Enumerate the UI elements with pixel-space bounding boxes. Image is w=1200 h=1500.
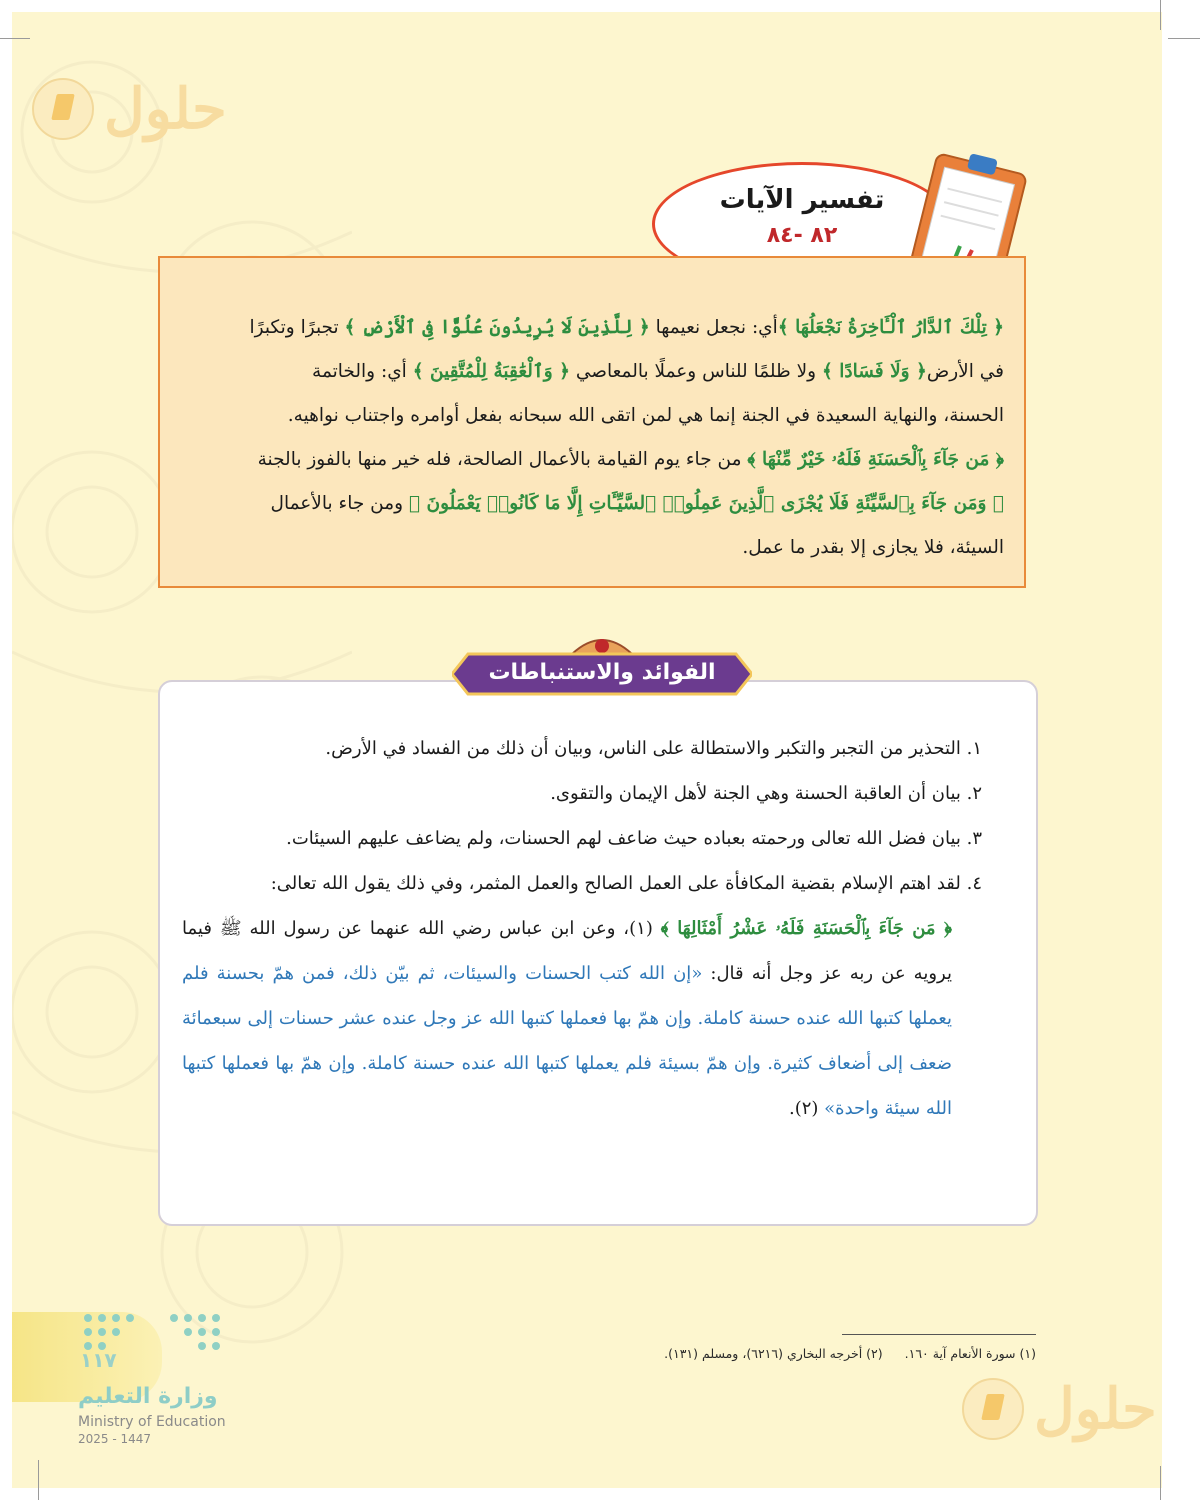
tafsir-text: من جاء يوم القيامة بالأعمال الصالحة، فله خير منها بالفوز بالجنة: [257, 449, 748, 470]
footnote-2: (٢) أخرجه البخاري (٦٢١٦)، ومسلم (١٣١).: [664, 1346, 883, 1361]
footnote-divider: [842, 1334, 1036, 1335]
tafsir-text: الحسنة، والنهاية السعيدة في الجنة إنما هي لمن اتقى الله سبحانه بفعل أوامره واجتناب نواهيه.: [287, 405, 1004, 426]
verse-range: ٨٢ -٨٤: [766, 223, 838, 248]
hadith-text: «إن الله كتب الحسنات والسيئات، ثم بيّن ذلك، فمن همّ بحسنة فلم يعملها كتبها الله عنده حسنة كاملة. وإن همّ بها فعملها كتبها الله عز وجل عنده عشر حسنات إلى سبعمائة ضعف إلى أضعاف كثيرة. وإن همّ بسيئة فلم يعملها كتبها الله عنده حسنة كاملة. وإن همّ بها فعملها كتبها الله سيئة واحدة»: [182, 963, 952, 1119]
tafsir-text: في الأرض: [926, 361, 1004, 382]
tafsir-line-1: [182, 306, 1004, 350]
crop-mark: [38, 1460, 39, 1500]
tafsir-text: تجبرًا وتكبرًا: [249, 317, 345, 338]
benefits-heading: الفوائد والاستنباطات: [488, 660, 716, 685]
watermark-text: حلول: [104, 76, 227, 142]
tafsir-box: [158, 256, 1026, 588]
crop-mark: [0, 38, 30, 39]
quran-verse: ﴿ وَمَن جَآءَ بِٱلسَّيِّئَةِ فَلَا يُجْزَى ٱلَّذِينَ عَمِلُوا۟ ٱلسَّيِّـَٔاتِ إِلَّا مَا كَانُوا۟ يَعْمَلُونَ ﴾: [409, 493, 1004, 514]
benefit-item-2: ٢. بيان أن العاقبة الحسنة وهي الجنة لأهل الإيمان والتقوى.: [550, 783, 982, 804]
crop-mark: [1160, 1466, 1161, 1500]
benefit-item-1: ١. التحذير من التجبر والتكبر والاستطالة على الناس، وبيان أن ذلك من الفساد في الأرض.: [325, 738, 982, 759]
footnote-ref: (١): [629, 918, 661, 939]
tafsir-text: ومن جاء بالأعمال: [270, 493, 409, 514]
watermark-text: حلول: [1034, 1376, 1157, 1442]
tafsir-text: أي: والخاتمة: [312, 361, 413, 382]
tafsir-line-4: [182, 438, 1004, 482]
quran-verse: ﴿ مَن جَآءَ بِٱلْحَسَنَةِ فَلَهُۥ خَيْرٌ مِّنْهَا ﴾: [747, 449, 1004, 470]
quran-verse: ﴿ مَن جَآءَ بِٱلْحَسَنَةِ فَلَهُۥ عَشْرُ أَمْثَالِهَا ﴾: [660, 918, 952, 939]
tafsir-line-5: [182, 482, 1004, 526]
tafsir-line-2: [182, 350, 1004, 394]
footnote-1: (١) سورة الأنعام آية ١٦٠.: [904, 1346, 1036, 1361]
crop-mark: [1160, 0, 1161, 30]
quran-verse: ﴿ وَٱلْعَٰقِبَةُ لِلْمُتَّقِينَ ﴾: [412, 361, 570, 382]
watermark-bottom: [962, 1378, 1157, 1440]
benefits-box: [158, 680, 1038, 1226]
watermark-top: [32, 78, 227, 140]
watermark-logo-icon: [32, 78, 94, 140]
ministry-name-ar: وزارة التعليم: [78, 1384, 218, 1409]
textbook-page: [12, 12, 1162, 1488]
benefit-item-3: ٣. بيان فضل الله تعالى ورحمته بعباده حيث ضاعف لهم الحسنات، ولم يضاعف عليهم السيئات.: [286, 828, 982, 849]
quran-verse: ﴿ تِلْكَ ٱلدَّارُ ٱلْـَٔاخِرَةُ نَجْعَلُهَا ﴾: [777, 317, 1004, 338]
tafsir-text: السيئة، فلا يجازى إلا بقدر ما عمل.: [742, 537, 1004, 558]
benefit-item-4-intro: ٤. لقد اهتم الإسلام بقضية المكافأة على العمل الصالح والعمل المثمر، وفي ذلك يقول الله تعالى:: [270, 873, 982, 894]
benefit-text: ، وعن ابن عباس رضي الله عنهما عن رسول الله ﷺ فيما يرويه عن ربه عز وجل أنه قال:: [182, 918, 952, 984]
tafsir-text: أي: نجعل نعيمها: [649, 317, 778, 338]
tafsir-line-6: [182, 526, 1004, 570]
footnote-ref: (٢).: [788, 1098, 825, 1119]
quran-verse: ﴿ وَلَا فَسَادًا ﴾: [822, 361, 927, 382]
watermark-logo-icon: [962, 1378, 1024, 1440]
section-title: تفسير الآيات: [719, 185, 885, 215]
quran-verse: ﴿ لِلَّذِينَ لَا يُرِيدُونَ عُلُوًّا فِى ٱلْأَرْضِ ﴾: [344, 317, 650, 338]
ministry-name-en: Ministry of Education: [78, 1414, 226, 1430]
crop-mark: [1168, 38, 1200, 39]
page-number: ١١٧: [80, 1348, 117, 1372]
tafsir-text: ولا ظلمًا للناس وعملًا بالمعاصي: [569, 361, 822, 382]
benefit-item-4-body: [182, 906, 982, 1131]
footnotes: [572, 1346, 1036, 1361]
tafsir-line-3: [182, 394, 1004, 438]
edition-year: 2025 - 1447: [78, 1432, 152, 1446]
